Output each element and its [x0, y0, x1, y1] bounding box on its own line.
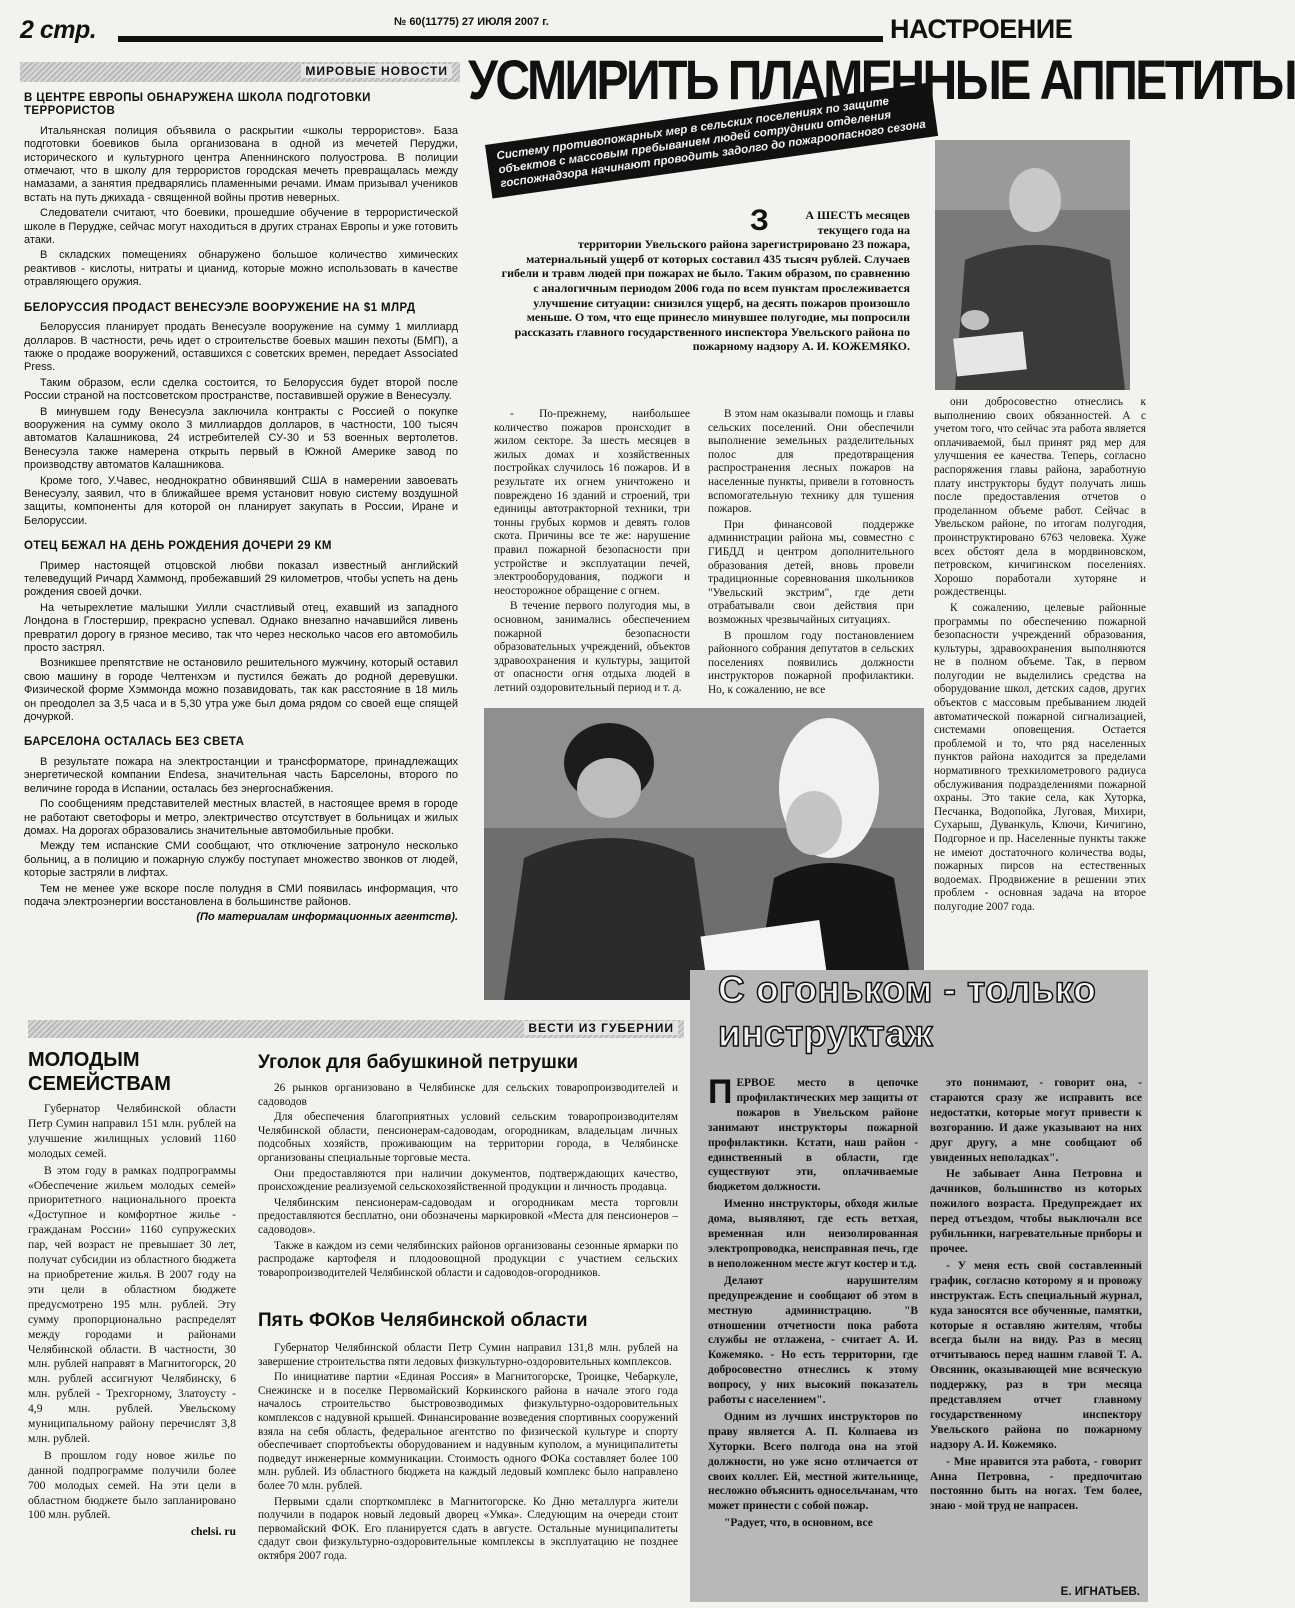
paragraph: Они предоставляются при наличии документов, подтверждающих качество, происхождение реализуемой сельскохозяйственной продукции и личность продавца.	[258, 1167, 678, 1194]
inspector-figure	[935, 140, 1130, 390]
province-rubric: ВЕСТИ ИЗ ГУБЕРНИИ	[524, 1021, 678, 1035]
spark-column-1	[708, 1073, 918, 1581]
paragraph: Губернатор Челябинской области Петр Сумин направил 131,8 млн. рублей на завершение строительства пяти ледовых физкультурно-оздоровительных комплексов.	[258, 1342, 678, 1368]
paragraph: Губернатор Челябинской области Петр Сумин направил 151 млн. рублей на улучшение жилищных условий 1160 молодых семей.	[28, 1102, 236, 1160]
paragraph: - По-прежнему, наибольшее количество пожаров происходит в жилом секторе. За шесть месяцев в жилых домах и хозяйственных постройках случилось 16 пожаров. И в результате их огнем уничтожено и повреждено 16 зданий и строений, три единицы автотракторной техники, три тонны грубых кормов и девять голов скота. Причины все те же: нарушение правил пожарной безопасности при устройстве и эксплуатации печей, электрооборудования, поджоги и неосторожное обращение с огнем.	[494, 408, 690, 597]
world-rubric: МИРОВЫЕ НОВОСТИ	[301, 64, 452, 78]
header-rule	[118, 36, 883, 42]
world-source: (По материалам информационных агентств).	[196, 911, 458, 924]
paragraph: В этом году в рамках подпрограммы «Обеспечение жильем молодых семей» приоритетного национального проекта «Доступное и комфортное жилье - гражданам России» 1160 супружеских пар, чей возраст не превышает 30 лет, получат субсидии из областного бюджета на приобретение жилья. В 2007 году на эти цели в областном бюджете предусмотрено 195 млн. рублей. Эту сумму пропорционально распределят между городами и районами Челябинской области. В частности, 30 млн. рублей направят в Магнитогорск, 20 млн. рублей ассигнуют Челябинску, 6 млн. рублей - Трехгорному, Златоусту - 4,9 млн. рублей. Увельскому муниципальному району перечислят 3,8 млн. рублей.	[28, 1163, 236, 1445]
paragraph: Тем не менее уже вскоре после полудня в СМИ появилась информация, что подача электроэнергии восстановлена в большинстве районов.	[24, 882, 458, 908]
issue-date: № 60(11775) 27 ИЮЛЯ 2007 г.	[390, 16, 553, 28]
paragraph: Челябинским пенсионерам-садоводам и огородникам места торговли предоставляются бесплатно, они обозначены маркировкой «Места для пенсионеров – садоводов».	[258, 1196, 678, 1236]
paragraph: Также в каждом из семи челябинских районов организованы сезонные ярмарки по распродаже картофеля и плодоовощной продукции с участием сельских товаропроизводителей Челябинской области и садоводов-огородников.	[258, 1239, 678, 1279]
corner-title: Уголок для бабушкиной петрушки	[258, 1052, 579, 1073]
paragraph: Следователи считают, что боевики, прошедшие обучение в террористической школе в Перудже, сейчас могут находиться в других странах Европы и уже готовить атаки.	[24, 207, 458, 247]
paragraph: "Радует, что, в основном, все	[724, 1517, 873, 1530]
paragraph: это понимают, - говорит она, - стараются сразу же исправить все недостатки, которые могут привести к возгоранию. И даже указывают на них друг другу, а мне сообщают об увиденных неполадках".	[930, 1077, 1142, 1164]
page-number: 2 стр.	[20, 16, 97, 44]
inspector-photo	[935, 140, 1130, 390]
paragraph: Итальянская полиция объявила о раскрытии «школы террористов». База подготовки боевиков была организована в одной из мечетей Перуджи, исторического и культурного центра Апеннинского полуострова. В полиции отмечают, что в школу для террористов городская мечеть превращалась между намазами, а занятия предварялись пламенными речами. Имам призывал учеников встать на путь джихада - священной войны против неверных.	[24, 124, 458, 204]
paragraph: К сожалению, целевые районные программы по обеспечению пожарной безопасности учреждений образования, культуры, здравоохранения выполняются не в полном объеме. Так, в первом полугодии не выделились средства на оборудование школ, детских садов, других объектов с массовым пребыванием людей автоматической пожарной сигнализацией, системами оповещения. Остается проблемой и то, что ряд населенных пунктов района находится за пределами нормативного трехкилометрового радиуса обслуживания подразделениями пожарной охраны. Это такие села, как Хуторка, Песчанка, Водопойка, Луговая, Михири, Сухарыш, Дуванкуль, Ключи, Кичигино, Подгорное и пр. Населенные пункты также не имеют достаточного количества воды, пожарных пирсов на естественных водоемах. Продвижение в решении этих проблем - основная задача на второе полугодие 2007 года.	[934, 601, 1146, 913]
paragraph: Таким образом, если сделка состоится, то Белоруссия будет второй после России страной на постсоветском пространстве, поставившей оружие в Венесуэлу.	[24, 376, 458, 403]
paragraph: 26 рынков организовано в Челябинске для сельских товаропроизводителей и садоводов	[258, 1082, 678, 1108]
paragraph: В прошлом году новое жилье по данной подпрограмме получили более 700 молодых семей. На эти цели в областном бюджете было запланировано 100 млн. рублей.	[28, 1448, 236, 1522]
lead-banner-text: Систему противопожарных мер в сельских поселениях по защите объектов с массовым пребыванием людей сотрудники отделения госпожнадзора начинают проводить задолго до пожароопасного сезона	[495, 95, 927, 191]
main-intro	[500, 204, 910, 354]
world-item	[24, 736, 458, 909]
instructors-photo	[484, 708, 924, 1000]
paragraph: Возникшее препятствие не остановило решительного мужчину, который оставил свою машину в городе Челтенхэм и пустился бежать до родной деревушки. Физической форме Хэммонда можно позавидовать, так как расстояние в 18 миль он преодолел за 3,5 часа и в 5,30 утра уже был дома рядом со своей еще спящей дочуркой.	[24, 657, 458, 724]
paragraph: Кроме того, У.Чавес, неоднократно обвинявший США в намерении завоевать Венесуэлу, заявил, что в ближайшее время установит новую систему воздушной защиты, компоненты для которой он планирует закупать в России, Иране и Белоруссии.	[24, 474, 458, 527]
paragraph: - Мне нравится эта работа, - говорит Анна Петровна, - предпочитаю постоянно быть на ногах. Тем более, знаю - мой труд не напрасен.	[930, 1455, 1142, 1513]
young-column	[28, 1102, 236, 1582]
intro-first: А ШЕСТЬ месяцев текущего года на территории Увельского района зарегистрировано 23 пожара, материальный ущерб от которых составил 435 тысяч рублей.	[526, 208, 910, 266]
paragraph: они добросовестно отнеслись к выполнению своих обязанностей. А с учетом того, что сейчас эта работа является оплачиваемой, был принят ряд мер для улучшения ее качества. Теперь, согласно распоряжения главы района, заработную плату инструкторы будут получать лишь после предоставления отчетов о проделанном объеме работ. Сейчас в Увельском районе, по итогам полугодия, проинструктировано 6763 человека. Хуже всех обстоят дела в мордвиновском, петровском, кичигинском поселениях. Хорошо поработали хуторяне и рождественцы.	[934, 396, 1146, 599]
intro-rest: Случаев гибели и травм людей при пожарах не было. Таким образом, по сравнению с аналогичным периодом 2006 года по всем пунктам прослеживается улучшение ситуации: снизился ущерб, на десять пожаров произошло меньше. О том, что еще принесло минувшее полугодие, мы попросили рассказать главного государственного инспектора Увельского района по пожарному надзору А. И. КОЖЕМЯКО.	[501, 251, 910, 354]
paragraph: Не забывает Анна Петровна и дачников, большинство из которых пожилого возраста. Предупреждает их перед отъездом, чтобы выключали все рубильники, нагревательные приборы и прочее.	[930, 1168, 1142, 1255]
world-item	[24, 92, 458, 290]
paragraph: В прошлом году постановлением районного собрания депутатов в сельских поселениях появились должности инструкторов пожарной профилактики. Но, к сожалению, не все	[708, 629, 914, 696]
world-item-title: В ЦЕНТРЕ ЕВРОПЫ ОБНАРУЖЕНА ШКОЛА ПОДГОТОВКИ ТЕРРОРИСТОВ	[24, 92, 371, 118]
main-column-1	[494, 408, 690, 698]
main-column-3	[934, 396, 1146, 974]
paragraph: В складских помещениях обнаружено большое количество химических реактивов - кислоты, нитраты и цианид, которые можно использовать в качестве отравляющего оружия.	[24, 249, 458, 289]
section-title: НАСТРОЕНИЕ	[890, 14, 1073, 44]
spark-column-2	[930, 1076, 1142, 1581]
spark-author: Е. ИГНАТЬЕВ.	[1060, 1586, 1140, 1598]
fok-title: Пять ФОКов Челябинской области	[258, 1310, 588, 1331]
paragraph: Делают нарушителям предупреждение и сообщают об этом в местную администрацию. "В отношении отчетности пока работа службы не отлажена, - считает А. И. Кожемяко. - Но есть территории, где добросовестно отнеслись к этому вопросу, у них высокий показатель работы с населением".	[708, 1274, 918, 1407]
paragraph: - У меня есть свой составленный график, согласно которому я и провожу инструктаж. Есть специальный журнал, куда заносятся все обученные, памятки, которые я оставляю жителям, чтобы всегда были на виду. Раз в месяц отчитываюсь перед нашим главой Т. А. Овсяник, оказывающей мне всяческую поддержку, раз в три месяца представляем отчет главному государственному инспектору Увельского района по пожарному надзору А. И. Кожемяко.	[930, 1259, 1142, 1451]
world-item	[24, 302, 458, 529]
main-column-2	[708, 408, 914, 698]
world-news-column	[24, 86, 458, 996]
main-headline: УСМИРИТЬ ПЛАМЕННЫЕ АППЕТИТЫ	[468, 48, 1295, 111]
fok-column	[258, 1342, 678, 1598]
world-rubric-bar	[20, 62, 460, 82]
paragraph: В течение первого полугодия мы, в основном, занимались обеспечением пожарной безопасности образовательных учреждений, объектов здравоохранения и культуры, защитой от опасности огня отдыха людей в летний оздоровительный период и т. д.	[494, 600, 690, 694]
young-title: МОЛОДЫМ СЕМЕЙСТВАМ	[28, 1049, 171, 1095]
province-rubric-bar	[28, 1020, 684, 1038]
paragraph: Между тем испанские СМИ сообщают, что отключение затронуло несколько больниц, а в полицию и пожарную службу поступает множество звонков от людей, которые застряли в лифтах.	[24, 840, 458, 880]
paragraph: Именно инструкторы, обходя жилые дома, выявляют, где есть ветхая, временная или неизолированная электропроводка, неисправная печь, где в неположенном месте жгут костер и т.д.	[708, 1198, 918, 1270]
spark-headline: С огоньком - только инструктаж	[718, 969, 1097, 1054]
paragraph: В этом нам оказывали помощь и главы сельских поселений. Они обеспечили выполнение земельных разделительных полос для предотвращения распространения лесных пожаров на населенные пункты, привели в готовность вспомогательную технику для тушения пожаров.	[708, 408, 914, 516]
paragraph: При финансовой поддержке администрации района мы, совместно с ГИБДД и центром дополнительного образования детей, вновь провели традиционные соревнования школьников "Увельский экстрим", где дети отрабатывали свои действия при возможных чрезвычайных ситуациях.	[708, 518, 914, 626]
paragraph: Для обеспечения благоприятных условий сельским товаропроизводителям Челябинской области, пенсионерам-садоводам, огородникам, владельцам личных подсобных хозяйств, проживающим на территории города, в Челябинске организованы специальные торговые места.	[258, 1111, 678, 1164]
corner-column	[258, 1082, 678, 1322]
world-item-title: БАРСЕЛОНА ОСТАЛАСЬ БЕЗ СВЕТА	[24, 736, 245, 749]
paragraph: По сообщениям представителей местных властей, в настоящее время в городе не работают светофоры и метро, электричество отсутствует в больницах и жилых домах. На дорогах образовались значительные автомобильные пробки.	[24, 798, 458, 837]
world-item	[24, 540, 458, 724]
paragraph: Одним из лучших инструкторов по праву является А. П. Колпаева из Хуторки. Всего полгода она на этой должности, но уже ясно отличается от своих коллег. Ей, местной жительнице, несложно объяснить односельчанам, что может принести с собой пожар.	[708, 1410, 918, 1513]
world-item-title: БЕЛОРУССИЯ ПРОДАСТ ВЕНЕСУЭЛЕ ВООРУЖЕНИЕ НА $1 МЛРД	[24, 301, 416, 314]
paragraph: По инициативе партии «Единая Россия» в Магнитогорске, Троицке, Чебаркуле, Снежинске и в поселке Первомайский Коркинского района в начале этого года началось строительство быстровозводимых физкультурно-оздоровительных комплексов с надувной крышей. Финансирование возведения спортивных сооружений взяла на себя область, федеральное агентство по физической культуре и спорту обеспечивает спортобъекты оборудованием и надувным куполом, а муниципалитеты подведут инженерные коммуникации. Стоимость одного ФОКа составляет более 100 млн. рублей. Из областного бюджета на каждый ледовый комплекс было направлено более 70 млн. рублей.	[258, 1371, 678, 1492]
intro-dropcap: З	[750, 204, 769, 237]
paragraph: ЕРВОЕ место в цепочке профилактических мер защиты от пожаров в Увельском районе занимают инструкторы пожарной профилактики. Кстати, наш район - единственный в области, где существуют эти, оплачиваемые бюджетом должности.	[708, 1077, 918, 1194]
spark-dropcap: П	[708, 1073, 733, 1111]
paragraph: В результате пожара на электростанции и трансформаторе, принадлежащих энергетической компании Endesa, значительная часть Барселоны, второго по величине города в Испании, осталась без энергоснабжения.	[24, 755, 458, 795]
paragraph: В минувшем году Венесуэла заключила контракты с Россией о покупке вооружения на сумму около 3 миллиардов долларов, в частности, 100 тысяч автоматов Калашникова, 24 истребителей СУ-30 и 53 военных вертолетов. Венесуэла также намерена открыть первый в Южной Америке завод по производству автоматов Калашникова.	[24, 405, 458, 472]
paragraph: Первыми сдали спорткомплекс в Магнитогорске. Ко Дню металлурга жители получили в подарок новый ледовый дворец «Умка». Следующим на очереди стоит первомайский ФОК. Его планируется сдать в августе. Остальные муниципалитеты сдадут свои физкультурно-оздоровительные комплексы в эксплуатацию не позднее октября 2007 года.	[258, 1495, 678, 1562]
instructors-figure	[484, 708, 924, 1000]
young-source: chelsi. ru	[190, 1525, 236, 1539]
paragraph: На четырехлетие малышки Уилли счастливый отец, ехавший из западного Лондона в Глостершир, прекрасно успевал. Однако внезапно начавшийся ливень превратил дорогу в грязное месиво, так что через несколько часов его автомобиль просто застрял.	[24, 601, 458, 655]
world-item-title: ОТЕЦ БЕЖАЛ НА ДЕНЬ РОЖДЕНИЯ ДОЧЕРИ 29 КМ	[24, 540, 332, 553]
paragraph: Пример настоящей отцовской любви показал известный английский телеведущий Ричард Хаммонд, пробежавший 29 километров, чтобы успеть на день рождения своей дочки.	[24, 559, 458, 599]
paragraph: Белоруссия планирует продать Венесуэле вооружение на сумму 1 миллиард долларов. В частности, речь идет о строительстве боевых машин пехоты (БМП), а также о продаже вооружений, оставшихся с советских времен, передает Associated Press.	[24, 321, 458, 374]
